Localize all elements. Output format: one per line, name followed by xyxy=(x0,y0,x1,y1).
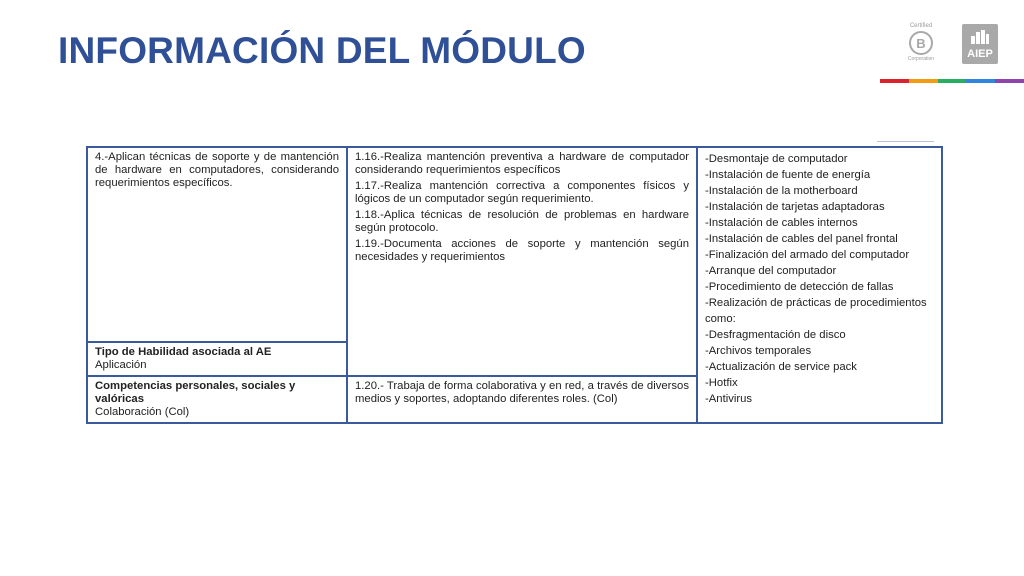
bcorp-corporation-text: Corporation xyxy=(907,56,935,62)
criterion-text: Realiza mantención correctiva a componentes físicos y lógicos de un computador según requerimiento. xyxy=(355,180,689,205)
color-segment-purple xyxy=(995,79,1024,83)
bcorp-b-icon: B xyxy=(909,31,933,55)
criterion-text: Realiza mantención preventiva a hardware de computador considerando requerimientos específicos xyxy=(355,151,689,176)
content-item: -Finalización del armado del computador xyxy=(705,249,910,261)
criterion-text: Aplica técnicas de resolución de problemas en hardware según protocolo. xyxy=(355,209,689,234)
criteria-cell xyxy=(347,147,697,376)
competencies-value: Colaboración (Col) xyxy=(95,406,190,418)
criterion-1-16 xyxy=(355,151,689,177)
contents-cell xyxy=(697,147,942,423)
content-item: -Archivos temporales xyxy=(705,345,812,357)
content-item: -Arranque del computador xyxy=(705,265,837,277)
content-item: -Desfragmentación de disco xyxy=(705,329,846,341)
content-item: -Antivirus xyxy=(705,393,753,405)
content-item: -Actualización de service pack xyxy=(705,361,857,373)
content-item: -Procedimiento de detección de fallas xyxy=(705,281,894,293)
learning-outcome-text: 4.-Aplican técnicas de soporte y de mantención de hardware en computadores, considerando requerimientos específicos. xyxy=(95,151,339,189)
criterion-code: 1.19.- xyxy=(355,238,384,250)
color-segment-green xyxy=(938,79,967,83)
skill-type-cell xyxy=(87,342,347,376)
content-item: -Instalación de cables del panel frontal xyxy=(705,233,898,245)
content-item: -Instalación de la motherboard xyxy=(705,185,858,197)
content-item: -Instalación de tarjetas adaptadoras xyxy=(705,201,885,213)
content-item: -Hotfix xyxy=(705,377,738,389)
content-item: -Desmontaje de computador xyxy=(705,153,848,165)
page-title: INFORMACIÓN DEL MÓDULO xyxy=(58,30,586,71)
bcorp-logo xyxy=(903,22,939,66)
content-item: -Instalación de cables internos xyxy=(705,217,858,229)
module-info-table xyxy=(86,146,943,424)
criterion-1-17 xyxy=(355,180,689,206)
content-item: -Realización de prácticas de procedimientos como: xyxy=(705,297,927,325)
color-segment-blue xyxy=(966,79,995,83)
skill-type-label: Tipo de Habilidad asociada al AE xyxy=(95,346,272,358)
divider-line xyxy=(877,141,934,142)
aiep-bars-icon xyxy=(971,30,989,44)
criterion-code: 1.18.- xyxy=(355,209,384,221)
bcorp-certified-text: Certified xyxy=(909,23,933,29)
criterion-1-19 xyxy=(355,238,689,264)
color-segment-orange xyxy=(909,79,938,83)
criterion-1-18 xyxy=(355,209,689,235)
criterion-1-20: 1.20.- Trabaja de forma colaborativa y en red, a través de diversos medios y soportes, adoptando diferentes roles. (Col) xyxy=(355,380,689,405)
learning-outcome-cell xyxy=(87,147,347,342)
aiep-logo-text: AIEP xyxy=(967,48,993,60)
criterion-text: Documenta acciones de soporte y mantención según necesidades y requerimientos xyxy=(355,238,689,263)
competencies-cell xyxy=(87,376,347,423)
content-item: -Instalación de fuente de energía xyxy=(705,169,871,181)
competencies-label: Competencias personales, sociales y valóricas xyxy=(95,380,296,405)
aiep-logo xyxy=(962,24,998,64)
color-segment-red xyxy=(880,79,909,83)
collab-criterion-cell xyxy=(347,376,697,423)
skill-type-value: Aplicación xyxy=(95,359,147,371)
criterion-code: 1.17.- xyxy=(355,180,384,192)
brand-color-bar xyxy=(880,79,1024,83)
criterion-code: 1.16.- xyxy=(355,151,384,163)
